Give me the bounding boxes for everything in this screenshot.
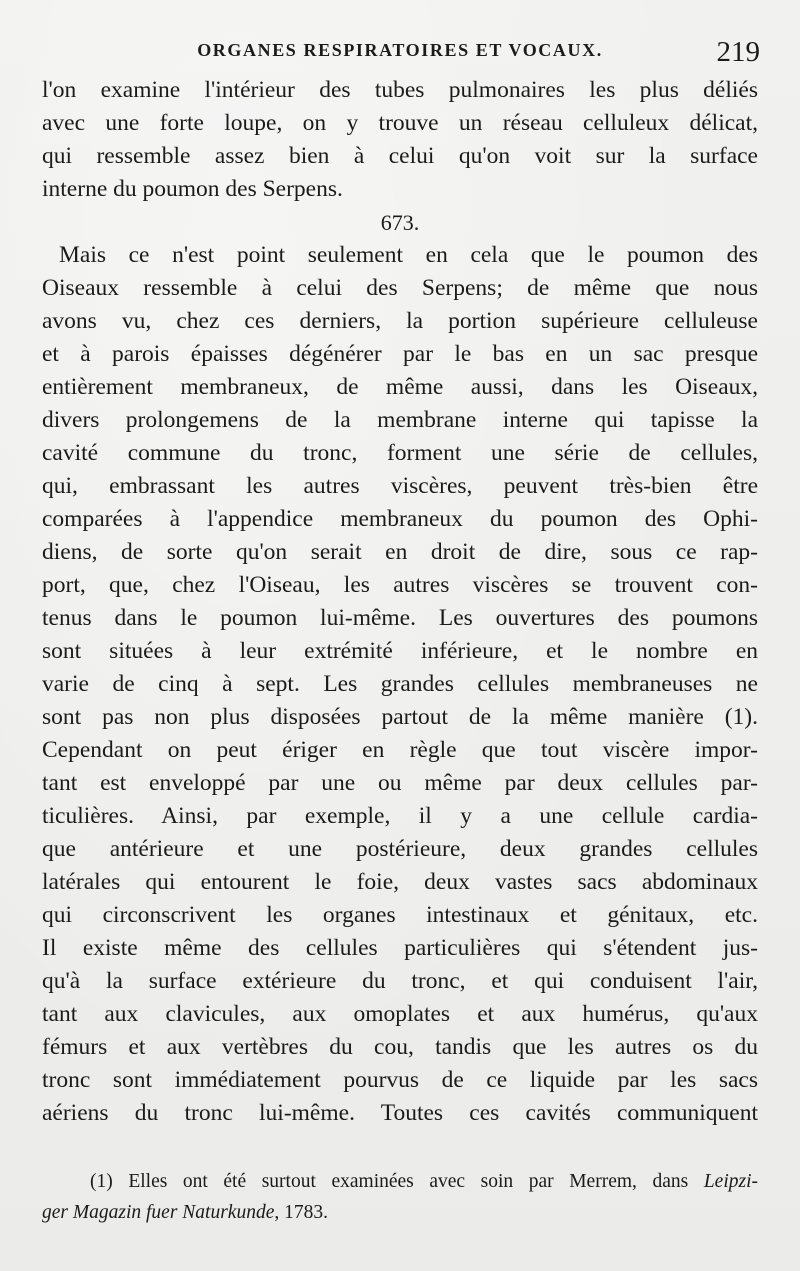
text-line: tant aux clavicules, aux omoplates et aux humérus, qu'aux bbox=[42, 1001, 758, 1027]
text-line: aériens du tronc lui-même. Toutes ces cavités communiquent bbox=[42, 1100, 758, 1126]
text-line: Cependant on peut ériger en règle que tout viscère impor- bbox=[42, 737, 758, 763]
text-line: qui, embrassant les autres viscères, peuvent très-bien être bbox=[42, 473, 758, 499]
text-line: cavité commune du tronc, forment une série de cellules, bbox=[42, 440, 758, 466]
text-line: Oiseaux ressemble à celui des Serpens; de même que nous bbox=[42, 275, 758, 301]
text-line: que antérieure et une postérieure, deux grandes cellules bbox=[42, 836, 758, 862]
text-line: avons vu, chez ces derniers, la portion supérieure celluleuse bbox=[42, 308, 758, 334]
text-line: sont situées à leur extrémité inférieure, et le nombre en bbox=[42, 638, 758, 664]
footnote-line bbox=[42, 1166, 758, 1197]
footnote-text: (1) Elles ont été surtout examinées avec soin par Merrem, dans bbox=[90, 1171, 704, 1192]
footnote-italic-title: Leipzi- bbox=[703, 1171, 758, 1192]
footnote-text: , 1783. bbox=[274, 1202, 328, 1223]
page-header bbox=[40, 36, 760, 70]
footnote bbox=[42, 1166, 758, 1228]
text-line: entièrement membraneux, de même aussi, dans les Oiseaux, bbox=[42, 374, 758, 400]
running-title: ORGANES RESPIRATOIRES ET VOCAUX. bbox=[197, 40, 603, 60]
text-line: varie de cinq à sept. Les grandes cellules membraneuses ne bbox=[42, 671, 758, 697]
text-line: qui ressemble assez bien à celui qu'on voit sur la surface bbox=[42, 143, 758, 169]
text-line: qu'à la surface extérieure du tronc, et qui conduisent l'air, bbox=[42, 968, 758, 994]
text-line: ticulières. Ainsi, par exemple, il y a une cellule cardia- bbox=[42, 803, 758, 829]
text-line: port, que, chez l'Oiseau, les autres viscères se trouvent con- bbox=[42, 572, 758, 598]
text-line: l'on examine l'intérieur des tubes pulmonaires les plus déliés bbox=[42, 77, 758, 103]
text-line: fémurs et aux vertèbres du cou, tandis que les autres os du bbox=[42, 1034, 758, 1060]
section-number: 673. bbox=[380, 210, 420, 235]
text-line: Il existe même des cellules particulières qui s'étendent jus- bbox=[42, 935, 758, 961]
text-line: divers prolongemens de la membrane interne qui tapisse la bbox=[42, 407, 758, 433]
footnote-line bbox=[42, 1197, 758, 1228]
text-line: sont pas non plus disposées partout de la même manière (1). bbox=[42, 704, 758, 730]
text-line: tronc sont immédiatement pourvus de ce liquide par les sacs bbox=[42, 1067, 758, 1093]
text-line: tenus dans le poumon lui-même. Les ouvertures des poumons bbox=[42, 605, 758, 631]
body-text bbox=[42, 74, 758, 1130]
text-line: tant est enveloppé par une ou même par deux cellules par- bbox=[42, 770, 758, 796]
page-number: 219 bbox=[716, 36, 760, 68]
paragraph-continued bbox=[42, 74, 758, 206]
text-line: latérales qui entourent le foie, deux vastes sacs abdominaux bbox=[42, 869, 758, 895]
text-line: et à parois épaisses dégénérer par le bas en un sac presque bbox=[42, 341, 758, 367]
footnote-italic-title: ger Magazin fuer Naturkunde bbox=[42, 1202, 275, 1223]
text-line: interne du poumon des Serpens. bbox=[42, 176, 343, 202]
paragraph-673 bbox=[42, 239, 758, 1130]
text-line: diens, de sorte qu'on serait en droit de dire, sous ce rap- bbox=[42, 539, 758, 565]
text-line: avec une forte loupe, on y trouve un réseau celluleux délicat, bbox=[42, 110, 758, 136]
text-line: qui circonscrivent les organes intestinaux et génitaux, etc. bbox=[42, 902, 758, 928]
text-line: comparées à l'appendice membraneux du poumon des Ophi- bbox=[42, 506, 758, 532]
text-line: Mais ce n'est point seulement en cela que le poumon des bbox=[59, 242, 758, 268]
